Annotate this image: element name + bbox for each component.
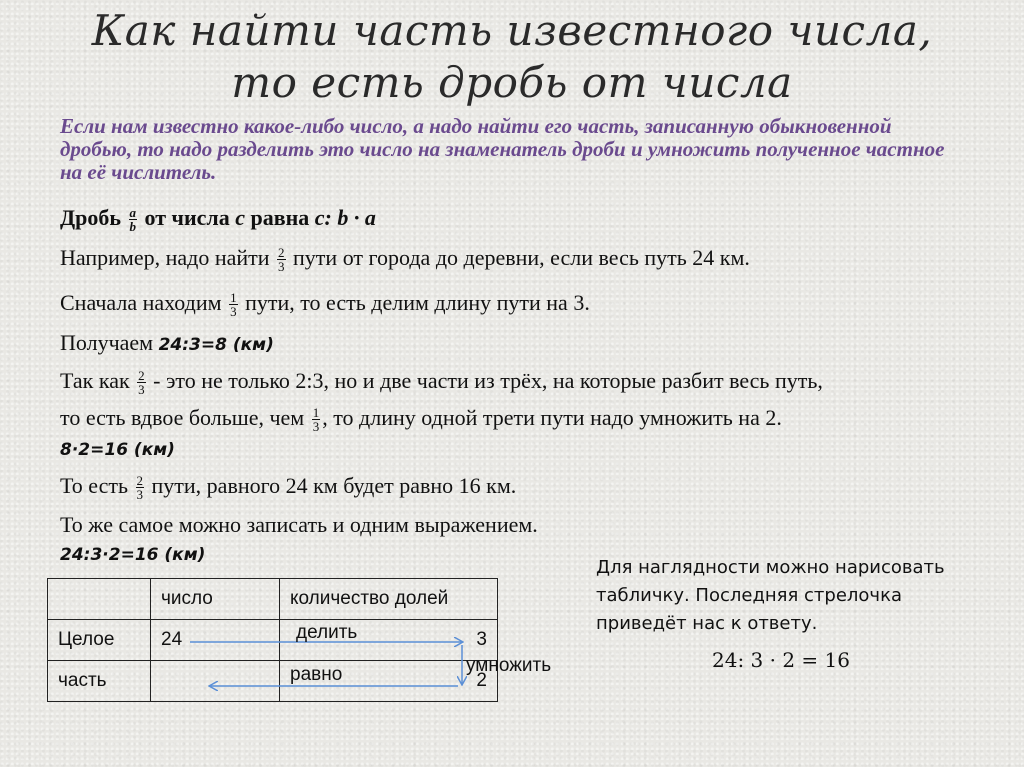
fraction-denominator: 3: [230, 304, 237, 320]
example-text: пути, то есть делим длину пути на 3.: [245, 290, 590, 315]
formula-var-c: c: [235, 205, 245, 230]
formula-equals: равна: [250, 205, 310, 230]
example-text: Получаем: [60, 330, 154, 355]
handwritten-calc: 24:3·2=16 (км): [60, 545, 206, 565]
page-title-line-1: Как найти часть известного числа,: [91, 6, 933, 55]
fraction-denominator: 3: [138, 382, 145, 398]
fraction-numerator: 1: [312, 405, 320, 421]
fraction-denominator: 3: [136, 487, 144, 503]
fraction-denominator: b: [129, 219, 137, 235]
table-header-cell: количество долей: [280, 579, 498, 620]
fraction-denominator: 3: [312, 419, 320, 435]
table-cell: 2: [280, 661, 498, 702]
example-text: , то длину одной трети пути надо умножить на 2.: [322, 405, 782, 430]
handwritten-calc: 8·2=16 (км): [60, 440, 175, 460]
table-header-cell: число: [151, 579, 280, 620]
arrow-label-divide: делить: [296, 622, 358, 643]
example-line-8: То же самое можно записать и одним выражением.: [60, 512, 538, 537]
table-cell: 3: [280, 620, 498, 661]
example-text: Так как: [60, 368, 130, 393]
handwritten-calc: 24:3=8 (км): [158, 335, 274, 355]
example-text: То есть: [60, 473, 129, 498]
arrow-label-equal: равно: [290, 664, 343, 685]
formula-expression: c: b · a: [314, 205, 376, 230]
fraction-numerator: 2: [278, 245, 285, 261]
fraction-numerator: 1: [230, 290, 237, 306]
table-cell: Целое: [48, 620, 151, 661]
rule-text: Если нам известно какое-либо число, а надо найти его часть, записанную обыкновенной дробью, то надо разделить это число на знаменатель дроби и умножить полученное частное на её числитель.: [60, 114, 945, 184]
example-text: Сначала находим: [60, 290, 222, 315]
example-text: пути, равного 24 км будет равно 16 км.: [151, 473, 517, 498]
fraction-numerator: a: [129, 205, 137, 221]
table-cell: 24: [151, 620, 280, 661]
fraction-numerator: 2: [136, 473, 144, 489]
formula-middle: от числа: [144, 205, 230, 230]
side-note: Для наглядности можно нарисовать табличку. Последняя стрелочка приведёт нас к ответу.: [596, 557, 945, 634]
example-text: - это не только 2:3, но и две части из трёх, на которые разбит весь путь,: [153, 368, 823, 393]
example-text: Например, надо найти: [60, 245, 270, 270]
note-formula: 24: 3 · 2 = 16: [712, 648, 850, 672]
example-text: то есть вдвое больше, чем: [60, 405, 305, 430]
example-text: пути от города до деревни, если весь путь 24 км.: [293, 245, 750, 270]
arrow-label-multiply: умножить: [466, 655, 552, 676]
fraction-numerator: 2: [138, 368, 145, 384]
fraction-denominator: 3: [278, 259, 285, 275]
page-title-line-2: то есть дробь от числа: [231, 58, 793, 107]
formula-prefix: Дробь: [60, 205, 122, 230]
table-cell: часть: [48, 661, 151, 702]
